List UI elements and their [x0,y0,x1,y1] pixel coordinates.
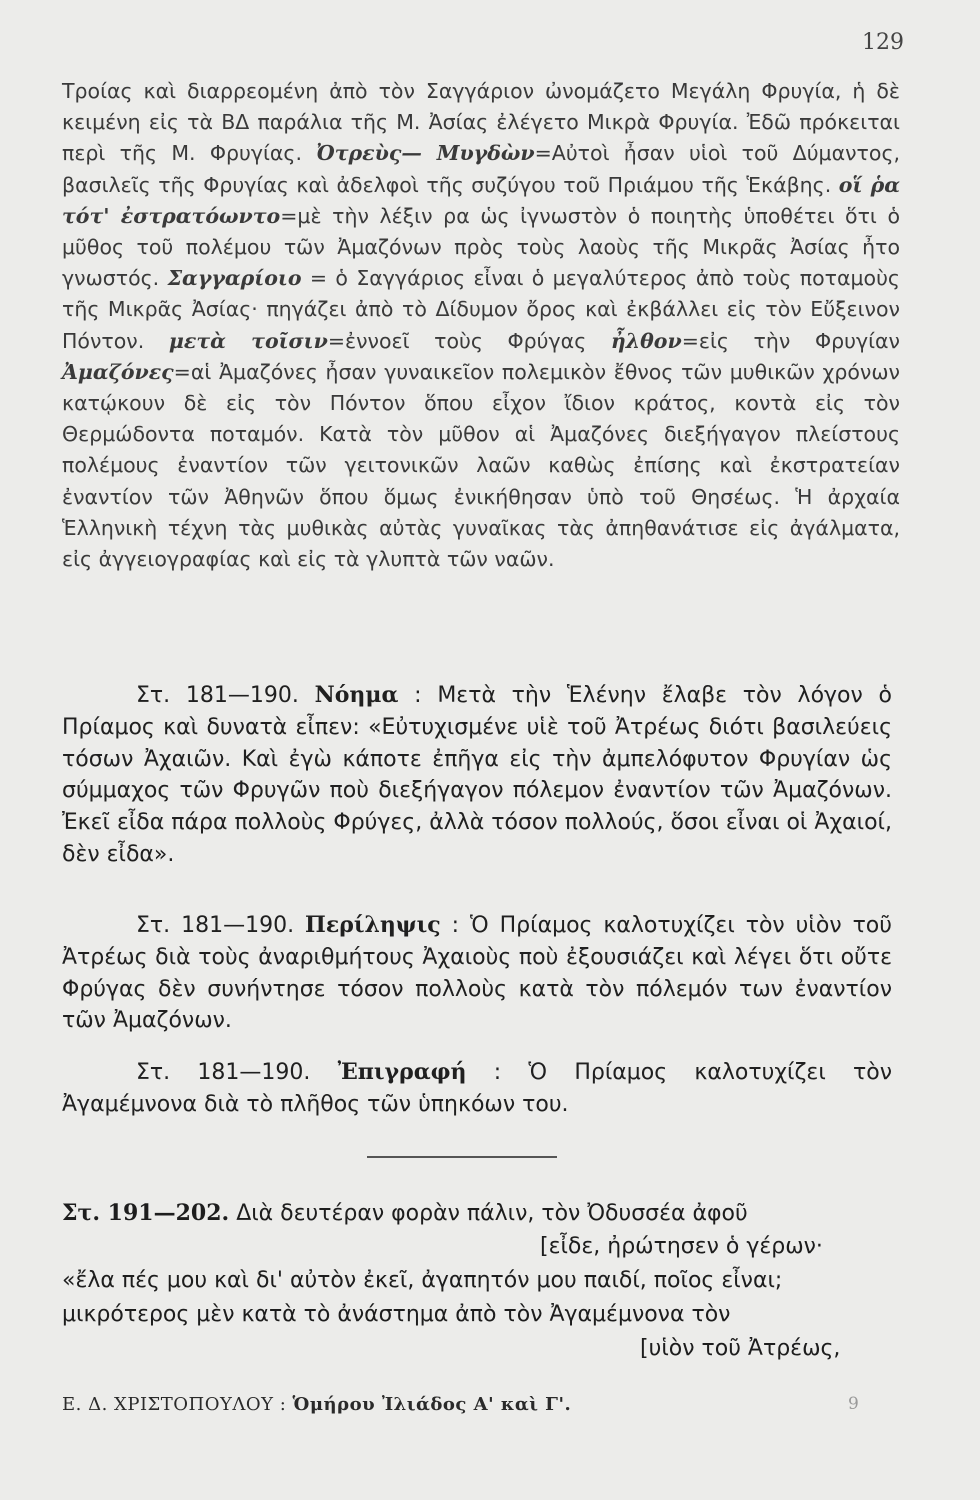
footer-author: Ε. Δ. ΧΡΙΣΤΟΠΟΥΛΟΥ : [62,1394,287,1415]
section-label: Νόημα [314,682,399,708]
section-text: : Ὁ Πρίαμος καλοτυχίζει τὸν Ἀγαμέμνονα διὰ τὸ πλῆθος τῶν ὑπηκόων του. [62,1060,893,1117]
title-section [62,1057,892,1121]
section-label: Ἐπιγραφή [337,1059,467,1085]
commentary-text: =ἐννοεῖ τοὺς Φρύγας [327,328,587,353]
commentary-term: Σαγγαρίοιο [167,266,302,291]
verse-reference: Στ. 191—202. [62,1200,230,1226]
section-divider [367,1156,557,1158]
meaning-section [62,680,892,871]
commentary-text: Τροίας καὶ διαρρεομένη ἀπὸ τὸν Σαγγάριον ὠνομάζετο Μεγάλη Φρυγία, ἡ δὲ κειμένη εἰς τὰ ΒΔ παράλια τῆς Μ. Ἀσίας ἐλέγετο Μικρὰ Φρυγία. Ἐδῶ πρόκειται περὶ τῆς Μ. Φρυγίας. [62,79,900,166]
commentary-term: μετὰ τοῖσιν [168,328,328,353]
commentary-text: =εἰς τὴν Φρυγίαν [681,328,900,353]
translation-line: μικρότερος μὲν κατὰ τὸ ἀνάστημα ἀπὸ τὸν Ἀγαμέμνονα τὸν [62,1302,731,1327]
translation-line [62,1196,902,1230]
verse-reference: Στ. 181—190. [136,683,299,708]
translation-line: [εἶδε, ἠρώτησεν ὁ γέρων· [540,1234,823,1259]
verse-reference: Στ. 181—190. [136,1060,311,1085]
commentary-text: =μὲ τὴν λέξιν ρα ὡς ἰγνωστὸν ὁ ποιητὴς ὑποθέτει ὅτι ὁ μῦθος τοῦ πολέμου τῶν Ἀμαζόνων πρὸς τοὺς λαοὺς τῆς Μικρᾶς Ἀσίας ἦτο γνωστός. [62,203,900,291]
page-number: 129 [862,30,904,55]
commentary-term: Ἀμαζόνες [62,359,174,384]
translation-text: Διὰ δευτέραν φορὰν πάλιν, τὸν Ὀδυσσέα ἀφοῦ [236,1201,748,1226]
footer [62,1394,862,1415]
commentary-paragraph [62,76,900,575]
commentary-text: =Αὐτοὶ ἦσαν υἱοὶ τοῦ Δύμαντος, βασιλεῖς τῆς Φρυγίας καὶ ἀδελφοὶ τῆς συζύγου τοῦ Πριάμου τῆς Ἑκάβης. [62,141,900,197]
section-text: : Ὁ Πρίαμος καλοτυχίζει τὸν υἱὸν τοῦ Ἀτρέως διὰ τοὺς ἀναριθμήτους Ἀχαιοὺς ποὺ ἐξουσιάζει καὶ λέγει ὅτι οὔτε Φρύγας δὲν συνήντησε τόσον πολλοὺς κατὰ τὸν πόλεμόν των ἐναντίον τῶν Ἀμαζόνων. [62,913,892,1034]
signature-mark: 9 [848,1394,859,1414]
commentary-term: ἦλθον [610,328,682,353]
section-text: : Μετὰ τὴν Ἑλένην ἔλαβε τὸν λόγον ὁ Πρίαμος καὶ δυνατὰ εἶπεν: «Εὐτυχισμένε υἱὲ τοῦ Ἀτρέως διότι βασιλεύεις τόσων Ἀχαιῶν. Καὶ ἐγὼ κάποτε ἐπῆγα εἰς τὴν ἀμπελόφυτον Φρυγίαν ὡς σύμμαχος τῶν Φρυγῶν ποὺ διεξήγαγον πόλεμον ἐναντίον τῶν Ἀμαζόνων. Ἐκεῖ εἶδα πάρα πολλοὺς Φρύγες, ἀλλὰ τόσον πολλούς, ὅσοι εἶναι οἱ Ἀχαιοί, δὲν εἶδα». [62,683,892,867]
verse-reference: Στ. 181—190. [136,913,295,938]
summary-section [62,910,892,1037]
commentary-text: = ὁ Σαγγάριος εἶναι ὁ μεγαλύτερος ἀπὸ τοὺς ποταμοὺς τῆς Μικρᾶς Ἀσίας· πηγάζει ἀπὸ τὸ Δίδυμον ὄρος καὶ ἐκβάλλει εἰς τὸν Εὔξεινον Πόντον. [62,266,900,353]
translation-line: [υἱὸν τοῦ Ἀτρέως, [640,1336,841,1361]
footer-book-title: Ὁμήρου Ἰλιάδος Α' καὶ Γ'. [292,1394,572,1415]
translation-line: «ἔλα πές μου καὶ δι' αὐτὸν ἐκεῖ, ἀγαπητόν μου παιδί, ποῖος εἶναι; [62,1268,783,1293]
section-label: Περίληψις [305,912,441,938]
commentary-text: =αἱ Ἀμαζόνες ἦσαν γυναικεῖον πολεμικὸν ἔθνος τῶν μυθικῶν χρόνων κατῴκουν δὲ εἰς τὸν Πόντον ὅπου εἶχον ἴδιον κράτος, κοντὰ εἰς τὸν Θερμώδοντα ποταμόν. Κατὰ τὸν μῦθον αἱ Ἀμαζόνες διεξήγαγον πλείστους πολέμους ἐναντίον τῶν γειτονικῶν λαῶν καθὼς ἐπίσης καὶ ἐκστρατείαν ἐναντίον τῶν Ἀθηνῶν ὅπου ὅμως ἐνικήθησαν ὑπὸ τοῦ Θησέως. Ἡ ἀρχαία Ἑλληνικὴ τέχνη τὰς μυθικὰς αὐτὰς γυναῖκας τὰς ἀπηθανάτισε εἰς ἀγάλματα, εἰς ἀγγειογραφίας καὶ εἰς τὰ γλυπτὰ τῶν ναῶν. [62,359,900,572]
translation-block [62,1196,902,1366]
commentary-term: Ὀτρεὺς— Μυγδὼν [316,141,535,166]
commentary-term: οἵ ῥα τότ' ἐστρατόωντο [62,172,900,228]
